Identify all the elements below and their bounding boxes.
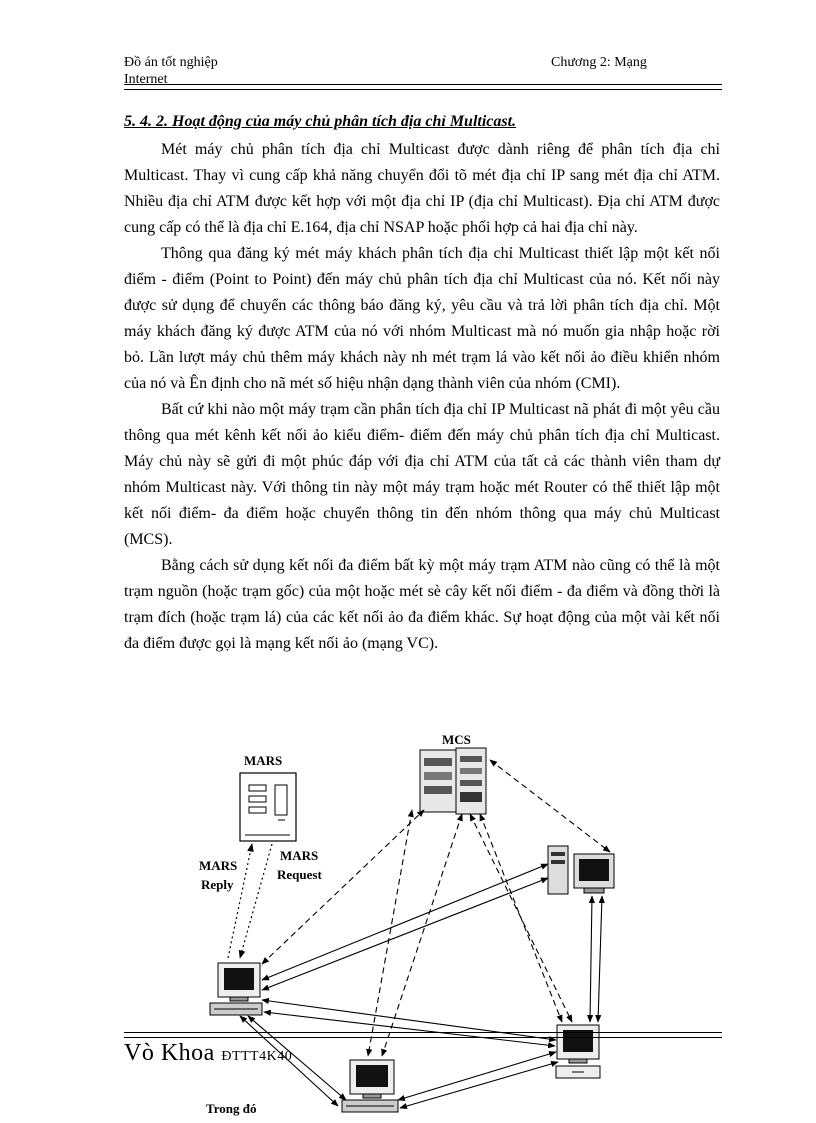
paragraph-4: Bằng cách sử dụng kết nối đa điểm bất kỳ một máy trạm ATM nào cũng có thể là một trạm nguồn (hoặc trạm gốc) của một hoặc mét sè cây kết nối điểm - đa điểm và đồng thời là trạm đích (hoặc trạm lá) của các kết nối ảo đa điểm khác. Sự hoạt động của một vài kết nối đa điểm được gọi là mạng kết nối ảo (mạng VC). (124, 557, 720, 652)
footer-double-rule (124, 1032, 722, 1038)
footer-author-name: Vò Khoa (124, 1040, 215, 1066)
header-chapter-label: Chương 2: Mạng (551, 55, 647, 70)
mars-request-label-line1: MARS (280, 848, 319, 863)
footer-author (124, 1040, 292, 1067)
paragraph-3: Bất cứ khi nào một máy trạm cần phân tích địa chỉ IP Multicast nã phát đi một yêu cầu thông qua mét kênh kết nối ảo kiểu điểm- điểm đến máy chủ phân tích địa chỉ Multicast. Máy chủ này sẽ gửi đi một phúc đáp với địa chỉ ATM của tất cả các thành viên tham dự nhóm Multicast này. Với thông tin này một máy trạm hoặc mét Router có thể thiết lập một kết nối điểm- đa điểm hoặc chuyển thông tin đến nhóm thông qua máy chủ Multicast (MCS). (124, 401, 720, 548)
mars-request-label-line2: Request (277, 867, 322, 882)
figure-caption: Trong đó (206, 1101, 257, 1116)
paragraph-1: Mét máy chủ phân tích địa chỉ Multicast được dành riêng để phân tích địa chỉ Multicast. Thay vì cung cấp khả năng chuyển đổi tõ mét địa chỉ IP sang mét địa chỉ ATM. Nhiều địa chỉ ATM được kết hợp với một địa chỉ IP (địa chỉ Multicast). Địa chỉ ATM được cung cấp có thể là địa chỉ E.164, địa chỉ NSAP hoặc phối hợp cả hai địa chỉ này. (124, 141, 720, 236)
section-title: 5. 4. 2. Hoạt động của máy chủ phân tích địa chỉ Multicast. (124, 113, 517, 130)
mcs-label: MCS (442, 732, 471, 747)
workstation-left-icon (210, 963, 262, 1015)
footer-author-class: ĐTTT4K40 (221, 1049, 293, 1064)
mars-server-icon (240, 773, 296, 841)
mcs-server-icon (420, 748, 486, 814)
header-thesis-label: Đồ án tốt nghiệp (124, 55, 218, 70)
header-internet-label: Internet (124, 72, 168, 87)
workstation-bottom-icon (342, 1060, 398, 1112)
workstation-right-upper-icon (548, 846, 614, 894)
mars-reply-label-line2: Reply (201, 877, 234, 892)
mars-reply-label-line1: MARS (199, 858, 238, 873)
mars-label: MARS (244, 753, 283, 768)
paragraph-2: Thông qua đăng ký mét máy khách phân tích địa chỉ Multicast thiết lập một kết nối điểm - điểm (Point to Point) đến máy chủ phân tích địa chỉ Multicast của nó. Kết nối này được sử dụng để chuyển các thông báo đăng ký, yêu cầu và trả lời phân tích địa chỉ. Một máy khách đăng ký được ATM của nó với nhóm Multicast mà nó muốn gia nhập hoặc rời bỏ. Lần lượt máy chủ thêm máy khách này nh mét trạm lá vào kết nối ảo điều khiển nhóm của nó và Ên định cho nã mét số hiệu nhận dạng thành viên của nhóm (CMI). (124, 245, 720, 392)
